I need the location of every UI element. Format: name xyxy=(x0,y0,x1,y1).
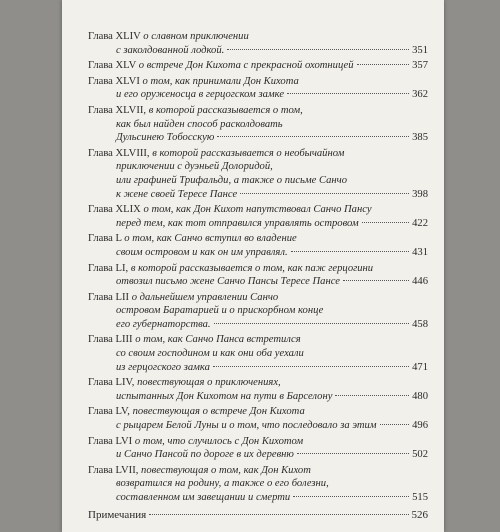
toc-entry-line xyxy=(88,491,428,505)
chapter-title-continued: его губернаторства. xyxy=(116,318,211,330)
toc-entry-line xyxy=(88,174,428,188)
page-number: 515 xyxy=(412,492,428,503)
chapter-title-continued: как был найден способ расколдовать xyxy=(116,118,283,130)
chapter-title: о том, как Дон Кихот напутствовал Санчо Пансу xyxy=(143,204,372,216)
chapter-title-continued: возвратился на родину, а также о его болезни, xyxy=(116,478,329,490)
chapter-title-continued: Дульсинею Тобосскую xyxy=(116,132,215,144)
chapter-title: о том, как принимали Дон Кихота xyxy=(142,75,299,87)
toc-entry-line xyxy=(88,464,428,478)
toc-entry-text xyxy=(88,204,372,215)
toc-entry-text xyxy=(88,377,281,388)
toc-entry[interactable] xyxy=(88,333,428,374)
chapter-title: повествующая о том, как Дон Кихот xyxy=(141,464,311,476)
chapter-label: Глава XLVIII, xyxy=(88,147,150,159)
toc-entry-text xyxy=(116,131,214,145)
chapter-title: о дальнейшем управлении Санчо xyxy=(131,291,279,303)
toc-entry-text xyxy=(116,188,237,202)
chapter-label: Глава LV, xyxy=(88,406,130,418)
toc-entry-line xyxy=(88,131,428,145)
toc-entry-text xyxy=(116,44,224,58)
toc-entry-text xyxy=(116,419,377,433)
toc-entry[interactable] xyxy=(88,376,428,403)
dot-leader xyxy=(380,424,410,425)
chapter-title-continued: к жене своей Тересе Пансе xyxy=(116,188,238,200)
dot-leader xyxy=(217,136,409,137)
chapter-label: Глава LIII xyxy=(88,334,133,346)
toc-entry-text xyxy=(88,31,249,42)
toc-entry-line xyxy=(88,232,428,246)
chapter-label: Глава XLVII, xyxy=(88,104,147,116)
chapter-title-continued: или графиней Трифальди, а также о письме Санчо xyxy=(116,174,347,186)
page-number: 422 xyxy=(412,217,428,229)
toc-entry-line xyxy=(88,262,428,276)
page-number: 431 xyxy=(412,246,428,258)
page-number: 362 xyxy=(412,89,428,101)
toc-entry-line xyxy=(88,405,428,419)
toc-entry[interactable] xyxy=(88,75,428,102)
chapter-title: о том, как Санчо Панса встретился xyxy=(135,334,301,346)
page-number: 446 xyxy=(412,276,428,288)
toc-entry[interactable] xyxy=(88,405,428,432)
toc-entry-line xyxy=(88,203,428,217)
chapter-label: Глава LII xyxy=(88,291,130,303)
chapter-title: о том, как Санчо вступил во владение xyxy=(124,233,297,245)
table-of-contents xyxy=(88,30,428,524)
toc-entry-text xyxy=(88,406,305,417)
toc-entry-line xyxy=(88,304,428,318)
page-number: 471 xyxy=(412,361,428,373)
chapter-title-continued: со своим господином и как они оба уехали xyxy=(116,348,304,360)
toc-entry[interactable] xyxy=(88,30,428,57)
dot-leader xyxy=(297,453,409,454)
toc-entry-text xyxy=(88,233,297,244)
chapter-label: Глава LVI xyxy=(88,435,133,447)
page-number: 480 xyxy=(412,390,428,402)
dot-leader xyxy=(227,49,409,50)
chapter-label: Глава LI, xyxy=(88,262,129,274)
toc-entry[interactable] xyxy=(88,104,428,145)
chapter-title: повествующая о приключениях, xyxy=(137,377,281,389)
chapter-label: Глава XLIV xyxy=(88,31,141,42)
toc-entry-text xyxy=(116,88,284,102)
toc-entry-text xyxy=(88,436,303,447)
toc-entry-text xyxy=(116,448,294,462)
page-number: 385 xyxy=(412,132,428,144)
toc-entry-text xyxy=(116,318,211,332)
toc-entry-line xyxy=(88,318,428,332)
toc-entry[interactable] xyxy=(88,203,428,230)
chapter-title-continued: и Санчо Пансой по дороге в их деревню xyxy=(116,449,294,461)
toc-entry-text xyxy=(88,465,311,476)
toc-entry-line xyxy=(88,435,428,449)
chapter-title-continued: приключении с дуэньей Долоридой, xyxy=(116,161,273,173)
dot-leader xyxy=(240,193,409,194)
page-number: 526 xyxy=(411,508,428,521)
toc-entry-text xyxy=(116,119,283,130)
toc-entry-text xyxy=(88,334,301,345)
toc-entry[interactable] xyxy=(88,59,428,73)
chapter-label: Глава L xyxy=(88,233,122,245)
toc-entry-line xyxy=(88,147,428,161)
toc-entry-line xyxy=(88,419,428,433)
toc-entry-line xyxy=(88,333,428,347)
chapter-label: Глава LVII, xyxy=(88,464,139,476)
chapter-label: Глава XLIX xyxy=(88,204,141,216)
chapter-title-continued: и его оруженосца в герцогском замке xyxy=(116,89,285,101)
toc-entry-text xyxy=(116,390,332,404)
toc-entry-line xyxy=(88,291,428,305)
toc-entry-line xyxy=(88,347,428,361)
page-number: 458 xyxy=(412,318,428,330)
chapter-title-continued: составленном им завещании и смерти xyxy=(116,492,291,503)
toc-entry-text xyxy=(88,105,303,116)
dot-leader xyxy=(287,93,409,94)
toc-entry-line xyxy=(88,509,428,523)
dot-leader xyxy=(335,395,409,396)
dot-leader xyxy=(362,222,409,223)
toc-entry-text xyxy=(116,217,359,231)
toc-entry-line xyxy=(88,30,428,44)
chapter-title-continued: своим островом и как он им управлял. xyxy=(116,246,288,258)
toc-entry-notes[interactable] xyxy=(88,509,428,523)
toc-entry-text xyxy=(116,305,323,316)
dot-leader xyxy=(293,496,409,497)
toc-entry-text xyxy=(88,76,299,87)
toc-entry-line xyxy=(88,118,428,132)
toc-entry-line xyxy=(88,75,428,89)
toc-entry-line xyxy=(88,390,428,404)
toc-entry-text xyxy=(88,148,344,159)
dot-leader xyxy=(343,280,409,281)
chapter-title: о славном приключении xyxy=(143,31,249,42)
toc-entry-line xyxy=(88,88,428,102)
page-number: 357 xyxy=(412,60,428,72)
dot-leader xyxy=(149,514,408,515)
toc-entry-text xyxy=(116,246,288,260)
toc-entry-line xyxy=(88,217,428,231)
chapter-title: о том, что случилось с Дон Кихотом xyxy=(134,435,304,447)
toc-entry-line xyxy=(88,448,428,462)
chapter-title-continued: с рыцарем Белой Луны и о том, что последовало за этим xyxy=(116,420,377,432)
chapter-title: в которой рассказывается о необычайном xyxy=(152,147,345,159)
book-page xyxy=(62,0,444,532)
toc-entry-line xyxy=(88,361,428,375)
toc-entry-text xyxy=(116,361,210,375)
toc-entry-text xyxy=(116,175,347,186)
toc-entry-line xyxy=(88,59,428,73)
chapter-title: о встрече Дон Кихота с прекрасной охотницей xyxy=(138,60,354,72)
page-number: 398 xyxy=(412,188,428,200)
page-number: 496 xyxy=(412,420,428,432)
dot-leader xyxy=(291,251,409,252)
chapter-title-continued: из герцогского замка xyxy=(116,361,210,373)
toc-entry-text xyxy=(88,59,354,73)
chapter-title-continued: отвозил письмо жене Санчо Пансы Тересе Пансе xyxy=(116,276,340,288)
toc-entry[interactable] xyxy=(88,147,428,201)
dot-leader xyxy=(357,64,410,65)
toc-entry-text xyxy=(116,161,273,172)
page-number: 502 xyxy=(412,449,428,461)
toc-entry-text xyxy=(116,348,304,359)
toc-entry-line xyxy=(88,275,428,289)
toc-entry-line xyxy=(88,376,428,390)
chapter-label: Глава XLV xyxy=(88,60,137,72)
toc-entry-text xyxy=(116,275,340,289)
chapter-label: Глава LIV, xyxy=(88,377,135,389)
toc-entry-line xyxy=(88,246,428,260)
chapter-title: повествующая о встрече Дон Кихота xyxy=(132,406,305,418)
toc-entry[interactable] xyxy=(88,262,428,289)
toc-entry[interactable] xyxy=(88,291,428,332)
chapter-title-continued: перед тем, как тот отправился управлять островом xyxy=(116,217,359,229)
toc-entry-text xyxy=(88,263,373,274)
chapter-title: в которой рассказывается о том, xyxy=(148,104,303,116)
toc-entry[interactable] xyxy=(88,464,428,505)
dot-leader xyxy=(214,323,410,324)
toc-entry-text xyxy=(116,478,329,489)
notes-label: Примечания xyxy=(88,508,147,521)
chapter-title: в которой рассказывается о том, как паж герцогини xyxy=(130,262,374,274)
chapter-title-continued: с заколдованной лодкой. xyxy=(116,44,225,56)
dot-leader xyxy=(213,366,409,367)
toc-entry-text xyxy=(88,292,278,303)
toc-entry-line xyxy=(88,160,428,174)
chapter-title-continued: островом Баратарией и о прискорбном конце xyxy=(116,305,324,317)
toc-entry-line xyxy=(88,44,428,58)
chapter-label: Глава XLVI xyxy=(88,75,140,87)
toc-entry-line xyxy=(88,188,428,202)
toc-entry[interactable] xyxy=(88,435,428,462)
toc-entry-text xyxy=(116,491,290,505)
toc-entry-line xyxy=(88,477,428,491)
toc-entry-line xyxy=(88,104,428,118)
chapter-title-continued: испытанных Дон Кихотом на пути в Барселону xyxy=(116,390,333,402)
page-number: 351 xyxy=(412,44,428,56)
toc-entry[interactable] xyxy=(88,232,428,259)
